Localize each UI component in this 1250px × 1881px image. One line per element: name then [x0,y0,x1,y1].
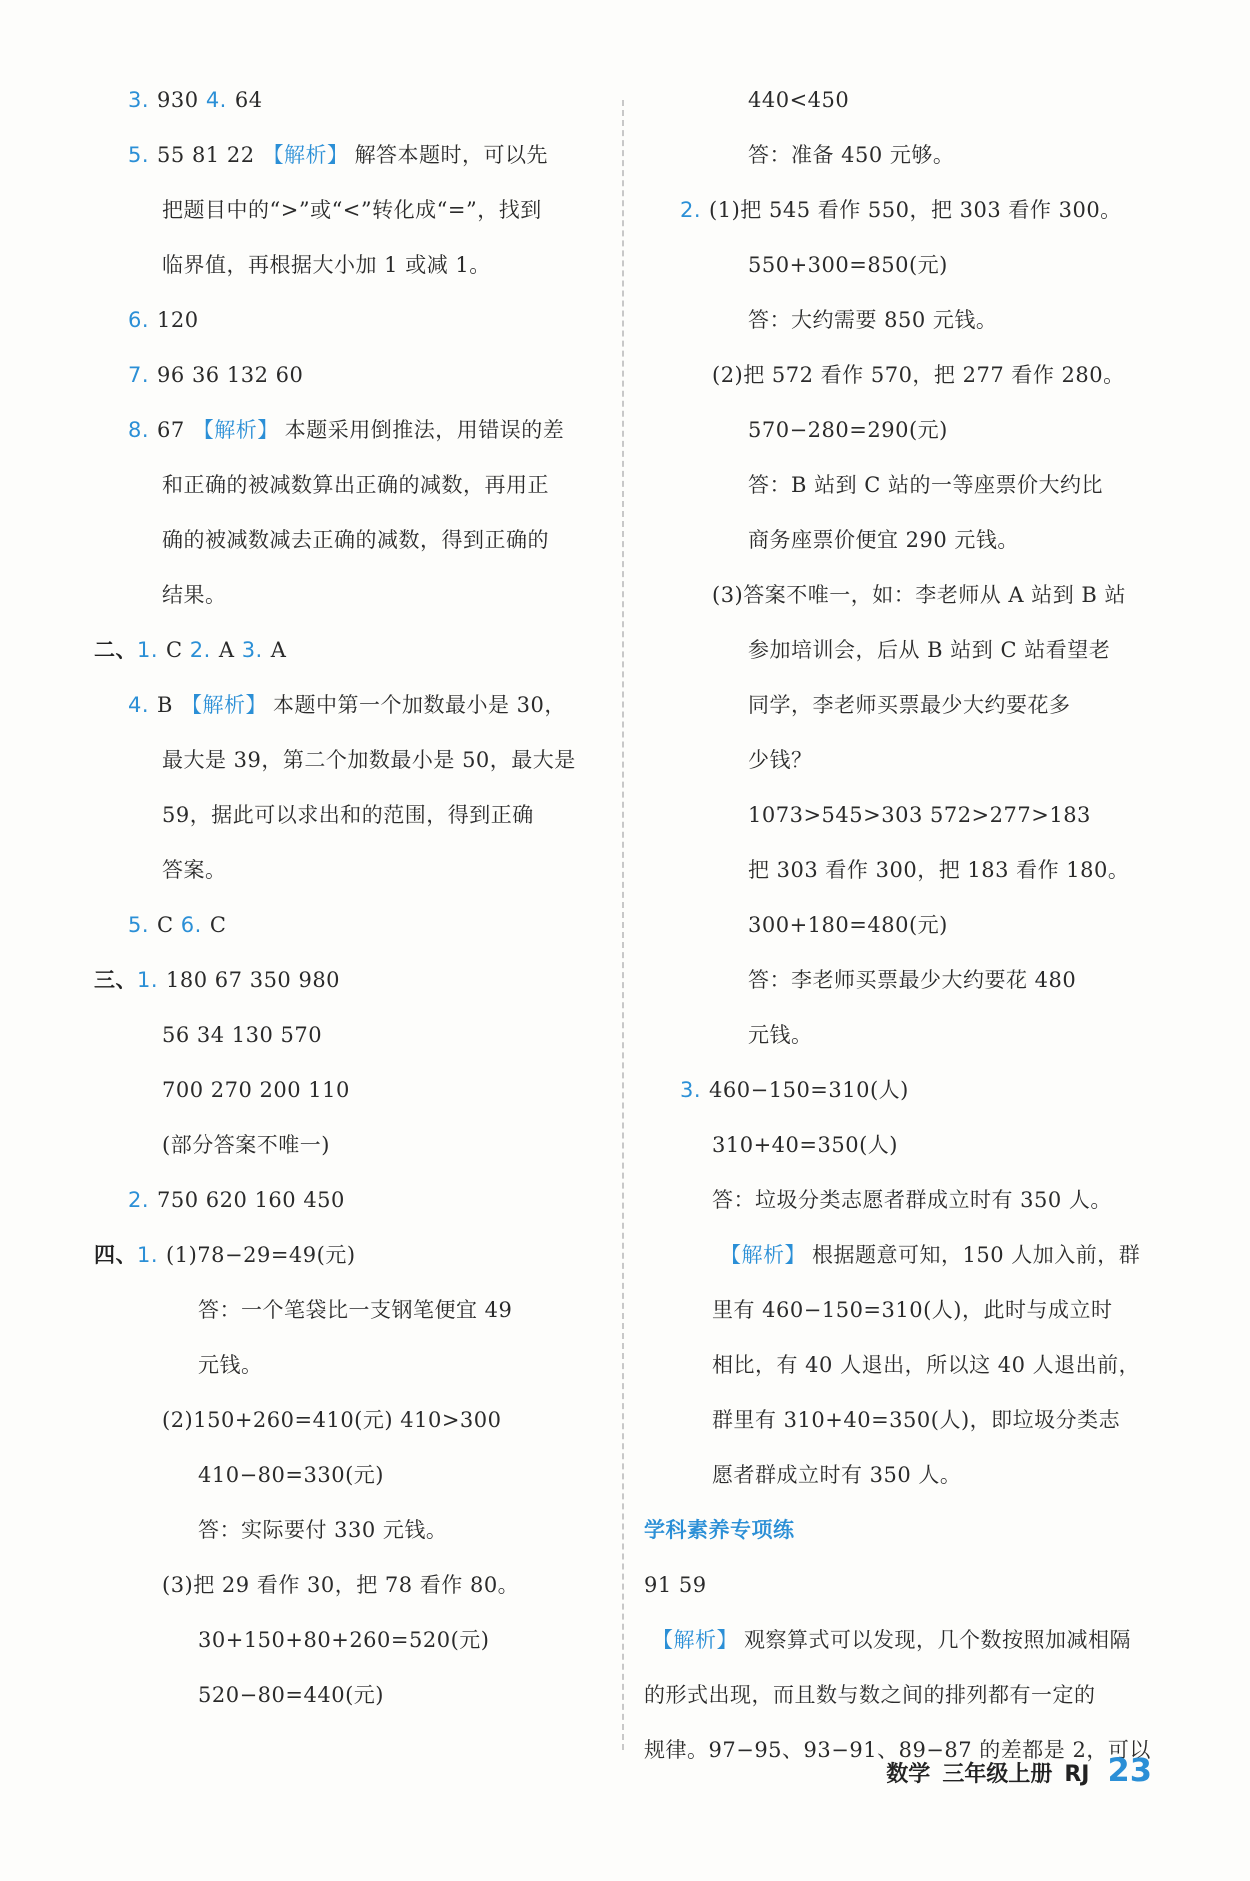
answer-text: (2)150+260=410(元) 410>300 [162,1408,502,1432]
left-answer-line [128,685,566,725]
right-answer-line [712,575,1126,615]
left-answer-line [162,190,542,230]
answer-text: 91 59 [644,1573,707,1597]
answer-text: (3)把 29 看作 30，把 78 看作 80。 [162,1573,520,1597]
answer-text: C [157,913,181,937]
answer-text: 元钱。 [198,1353,263,1377]
left-answer-line [198,1675,384,1715]
analysis-tag: 【解析】 [262,143,349,167]
right-answer-line [748,795,1091,835]
answer-text: (1)78−29=49(元) [166,1243,356,1267]
answer-text: 55 81 22 [157,143,255,167]
answer-text: 解答本题时，可以先 [354,143,549,167]
right-answer-line [712,1235,1140,1275]
answer-text: 答：一个笔袋比一支钢笔便宜 49 [198,1298,513,1322]
answer-text: 550+300=850(元) [748,253,948,277]
left-answer-line [94,1235,356,1275]
analysis-tag: 【解析】 [652,1628,738,1652]
left-answer-line [162,1070,350,1110]
left-answer-line [198,1345,263,1385]
answer-text: C [209,913,227,937]
column-divider [622,100,624,1750]
left-answer-line [198,1290,512,1330]
right-answer-line [748,960,1076,1000]
right-answer-line [644,1510,795,1550]
answer-text: 观察算式可以发现，几个数按照加减相隔 [744,1628,1131,1652]
answer-text: 56 34 130 570 [162,1023,323,1047]
page-number: 23 [1107,1751,1152,1789]
answer-text: 180 67 350 980 [166,968,341,992]
analysis-tag: 【解析】 [192,418,279,442]
answer-text: 把题目中的“>”或“<”转化成“=”，找到 [162,198,542,222]
left-answer-line [162,245,491,285]
answer-text: 答：准备 450 元够。 [748,143,955,167]
answer-text: 本题中第一个加数最小是 30， [272,693,566,717]
answer-text: 答：B 站到 C 站的一等座票价大约比 [748,473,1104,497]
answer-text: 30+150+80+260=520(元) [198,1628,490,1652]
answer-text: 答：实际要付 330 元钱。 [198,1518,448,1542]
analysis-tag: 【解析】 [720,1243,806,1267]
answer-text: 1073>545>303 572>277>183 [748,803,1091,827]
answer-text: 规律。97−95、93−91、89−87 的差都是 2，可以 [644,1738,1151,1762]
left-answer-line [128,355,303,395]
answer-text: 少钱？ [748,748,813,772]
right-answer-line [748,905,948,945]
answer-text: 750 620 160 450 [157,1188,345,1212]
right-answer-line [644,1675,1096,1715]
answer-text: (部分答案不唯一) [162,1133,330,1157]
section-title: 学科素养专项练 [644,1518,795,1542]
item-number: 4. [128,693,150,717]
answer-text: A [270,638,287,662]
answer-text: 700 270 200 110 [162,1078,350,1102]
right-answer-line [748,740,813,780]
answer-text: 把 303 看作 300，把 183 看作 180。 [748,858,1130,882]
right-answer-line [748,685,1071,725]
right-answer-line [748,630,1110,670]
left-answer-line [94,630,286,670]
item-number: 3. [241,638,263,662]
item-number: 1. [137,1243,159,1267]
answer-text: 本题采用倒推法，用错误的差 [284,418,565,442]
item-number: 5. [128,143,150,167]
left-answer-line [162,465,549,505]
right-answer-line [748,465,1103,505]
right-answer-line [712,1345,1140,1385]
left-answer-line [162,520,549,560]
footer-grade: 三年级上册 [942,1762,1053,1787]
right-answer-line [712,1125,898,1165]
answer-text: 参加培训会，后从 B 站到 C 站看望老 [748,638,1111,662]
answer-text: 460−150=310(人) [709,1078,909,1102]
answer-text: (3)答案不唯一，如：李老师从 A 站到 B 站 [712,583,1127,607]
answer-text: 300+180=480(元) [748,913,948,937]
left-answer-line [162,1400,502,1440]
left-answer-line [162,1015,322,1055]
answer-text: 答案。 [162,858,227,882]
right-answer-line [748,80,849,120]
answer-text: (1)把 545 看作 550，把 303 看作 300。 [709,198,1122,222]
answer-text: 440<450 [748,88,850,112]
left-answer-line [128,300,199,340]
answer-text: 临界值，再根据大小加 1 或减 1。 [162,253,491,277]
item-number: 8. [128,418,150,442]
answer-text: 520−80=440(元) [198,1683,384,1707]
answer-text: 96 36 132 60 [157,363,304,387]
answer-text: B [157,693,173,717]
answer-text: C [166,638,190,662]
right-answer-line [748,520,1019,560]
left-answer-line [128,135,548,175]
left-answer-line [162,850,227,890]
answer-text: 群里有 310+40=350(人)，即垃圾分类志 [712,1408,1121,1432]
page-footer [886,1751,1152,1789]
answer-text: 的形式出现，而且数与数之间的排列都有一定的 [644,1683,1096,1707]
answer-text: 59，据此可以求出和的范围，得到正确 [162,803,534,827]
answer-text: A [218,638,242,662]
right-answer-line [712,1290,1113,1330]
left-answer-line [162,575,227,615]
item-number: 6. [180,913,202,937]
left-answer-line [162,1125,330,1165]
answer-text: 商务座票价便宜 290 元钱。 [748,528,1019,552]
section-marker: 四、 [94,1243,137,1267]
answer-text: 64 [234,88,263,112]
right-answer-line [712,1180,1112,1220]
answer-text: 最大是 39，第二个加数最小是 50，最大是 [162,748,576,772]
right-answer-line [680,190,1122,230]
answer-text: 元钱。 [748,1023,813,1047]
item-number: 2. [680,198,702,222]
left-answer-line [128,905,226,945]
answer-text: 930 [157,88,206,112]
answer-text: 120 [157,308,199,332]
answer-text: 67 [157,418,185,442]
right-answer-line [748,300,997,340]
item-number: 4. [205,88,227,112]
right-answer-line [748,850,1129,890]
left-answer-line [162,795,534,835]
right-answer-line [748,1015,813,1055]
answer-text: 570−280=290(元) [748,418,948,442]
answer-text: 结果。 [162,583,227,607]
item-number: 1. [137,968,159,992]
answer-text: 确的被减数减去正确的减数，得到正确的 [162,528,549,552]
left-answer-line [198,1620,489,1660]
right-answer-line [644,1620,1131,1660]
right-answer-line [748,410,948,450]
right-answer-line [712,1455,961,1495]
answer-text: 根据题意可知，150 人加入前，群 [812,1243,1141,1267]
right-answer-line [748,135,954,175]
answer-text: 和正确的被减数算出正确的减数，再用正 [162,473,549,497]
left-answer-line [198,1455,384,1495]
item-number: 3. [128,88,150,112]
footer-edition: RJ [1064,1762,1090,1787]
item-number: 5. [128,913,150,937]
left-answer-line [162,740,576,780]
right-answer-line [712,355,1125,395]
left-answer-line [198,1510,447,1550]
analysis-tag: 【解析】 [180,693,267,717]
right-answer-line [680,1070,909,1110]
right-answer-line [644,1565,707,1605]
footer-subject: 数学 [886,1762,931,1787]
answer-text: 相比，有 40 人退出，所以这 40 人退出前， [712,1353,1141,1377]
answer-text: 410−80=330(元) [198,1463,384,1487]
section-marker: 三、 [94,968,137,992]
left-answer-line [162,1565,519,1605]
left-answer-line [128,80,263,120]
left-answer-line [94,960,340,1000]
item-number: 3. [680,1078,702,1102]
right-answer-line [748,245,948,285]
item-number: 2. [128,1188,150,1212]
left-answer-line [128,410,564,450]
item-number: 6. [128,308,150,332]
answer-text: 答：大约需要 850 元钱。 [748,308,998,332]
answer-text: 里有 460−150=310(人)，此时与成立时 [712,1298,1113,1322]
answer-text: 答：李老师买票最少大约要花 480 [748,968,1077,992]
left-answer-line [128,1180,345,1220]
answer-text: 同学，李老师买票最少大约要花多 [748,693,1071,717]
right-answer-line [712,1400,1120,1440]
answer-text: 答：垃圾分类志愿者群成立时有 350 人。 [712,1188,1112,1212]
item-number: 1. [137,638,159,662]
section-marker: 二、 [94,638,137,662]
answer-text: 310+40=350(人) [712,1133,898,1157]
answer-text: 愿者群成立时有 350 人。 [712,1463,962,1487]
answer-text: (2)把 572 看作 570，把 277 看作 280。 [712,363,1125,387]
item-number: 7. [128,363,150,387]
item-number: 2. [189,638,211,662]
